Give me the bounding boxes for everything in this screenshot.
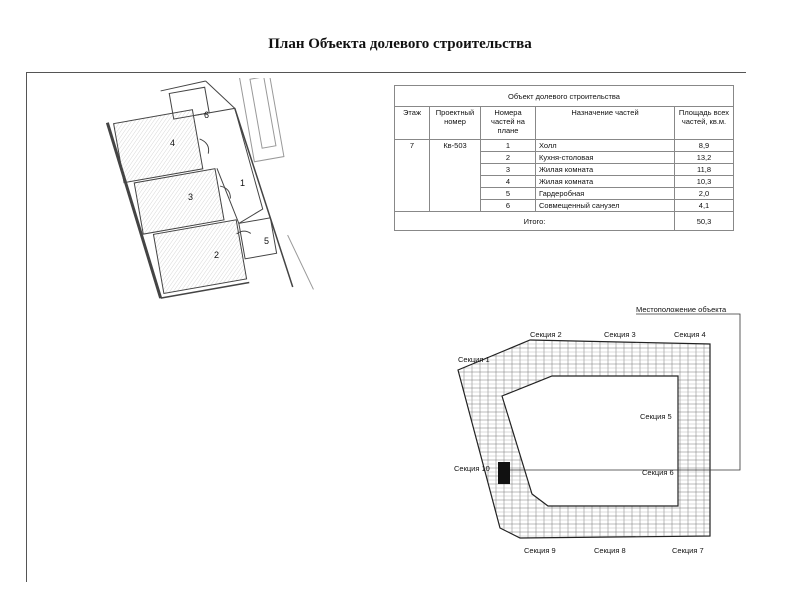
cell-project-number: Кв-503 — [430, 140, 481, 212]
cell-part-area: 2,0 — [675, 188, 734, 200]
building-outline — [440, 300, 750, 570]
col-header-purpose: Назначение частей — [536, 107, 675, 140]
location-map — [440, 300, 750, 570]
cell-part-number: 3 — [481, 164, 536, 176]
room-label-3: 3 — [188, 192, 194, 202]
col-header-area: Площадь всех частей, кв.м. — [675, 107, 734, 140]
room-4 — [114, 110, 203, 183]
section-label-3: Секция 3 — [604, 330, 636, 339]
apartment-marker — [498, 462, 510, 484]
total-label: Итого: — [395, 212, 675, 231]
cell-part-name: Жилая комната — [536, 164, 675, 176]
room-label-2: 2 — [214, 250, 220, 260]
col-header-floor: Этаж — [395, 107, 430, 140]
cell-part-number: 5 — [481, 188, 536, 200]
cell-part-name: Гардеробная — [536, 188, 675, 200]
location-caption: Местоположение объекта — [636, 305, 727, 314]
section-label-1: Секция 1 — [458, 355, 490, 364]
room-label-5: 5 — [264, 236, 270, 246]
frame-top-line — [26, 72, 746, 73]
table-row — [395, 140, 734, 152]
apartment-floor-plan — [100, 78, 320, 318]
room-label-4: 4 — [170, 138, 176, 148]
cell-part-name: Холл — [536, 140, 675, 152]
section-label-5: Секция 5 — [640, 412, 672, 421]
cell-part-area: 13,2 — [675, 152, 734, 164]
section-label-7: Секция 7 — [672, 546, 704, 555]
room-5 — [239, 218, 277, 259]
cell-part-name: Жилая комната — [536, 176, 675, 188]
section-label-9: Секция 9 — [524, 546, 556, 555]
cell-part-number: 2 — [481, 152, 536, 164]
col-header-project-number: Проектный номер — [430, 107, 481, 140]
cell-part-area: 11,8 — [675, 164, 734, 176]
cell-part-number: 4 — [481, 176, 536, 188]
section-label-8: Секция 8 — [594, 546, 626, 555]
cell-floor: 7 — [395, 140, 430, 212]
section-label-10: Секция 10 — [454, 464, 490, 473]
cell-part-area: 8,9 — [675, 140, 734, 152]
section-label-4: Секция 4 — [674, 330, 706, 339]
page-title: План Объекта долевого строительства — [268, 36, 532, 52]
total-value: 50,3 — [675, 212, 734, 231]
room-2 — [153, 220, 246, 294]
cell-part-area: 10,3 — [675, 176, 734, 188]
room-label-1: 1 — [240, 178, 246, 188]
cell-part-name: Совмещенный санузел — [536, 200, 675, 212]
section-label-2: Секция 2 — [530, 330, 562, 339]
table-caption: Объект долевого строительства — [395, 86, 734, 107]
cell-part-number: 1 — [481, 140, 536, 152]
parts-table — [394, 85, 734, 231]
cell-part-area: 4,1 — [675, 200, 734, 212]
table-total-row — [395, 212, 734, 231]
cell-part-name: Кухня-столовая — [536, 152, 675, 164]
frame-left-line — [26, 72, 27, 582]
section-label-6: Секция 6 — [642, 468, 674, 477]
room-label-6: 6 — [204, 110, 210, 120]
col-header-part-numbers: Номера частей на плане — [481, 107, 536, 140]
cell-part-number: 6 — [481, 200, 536, 212]
